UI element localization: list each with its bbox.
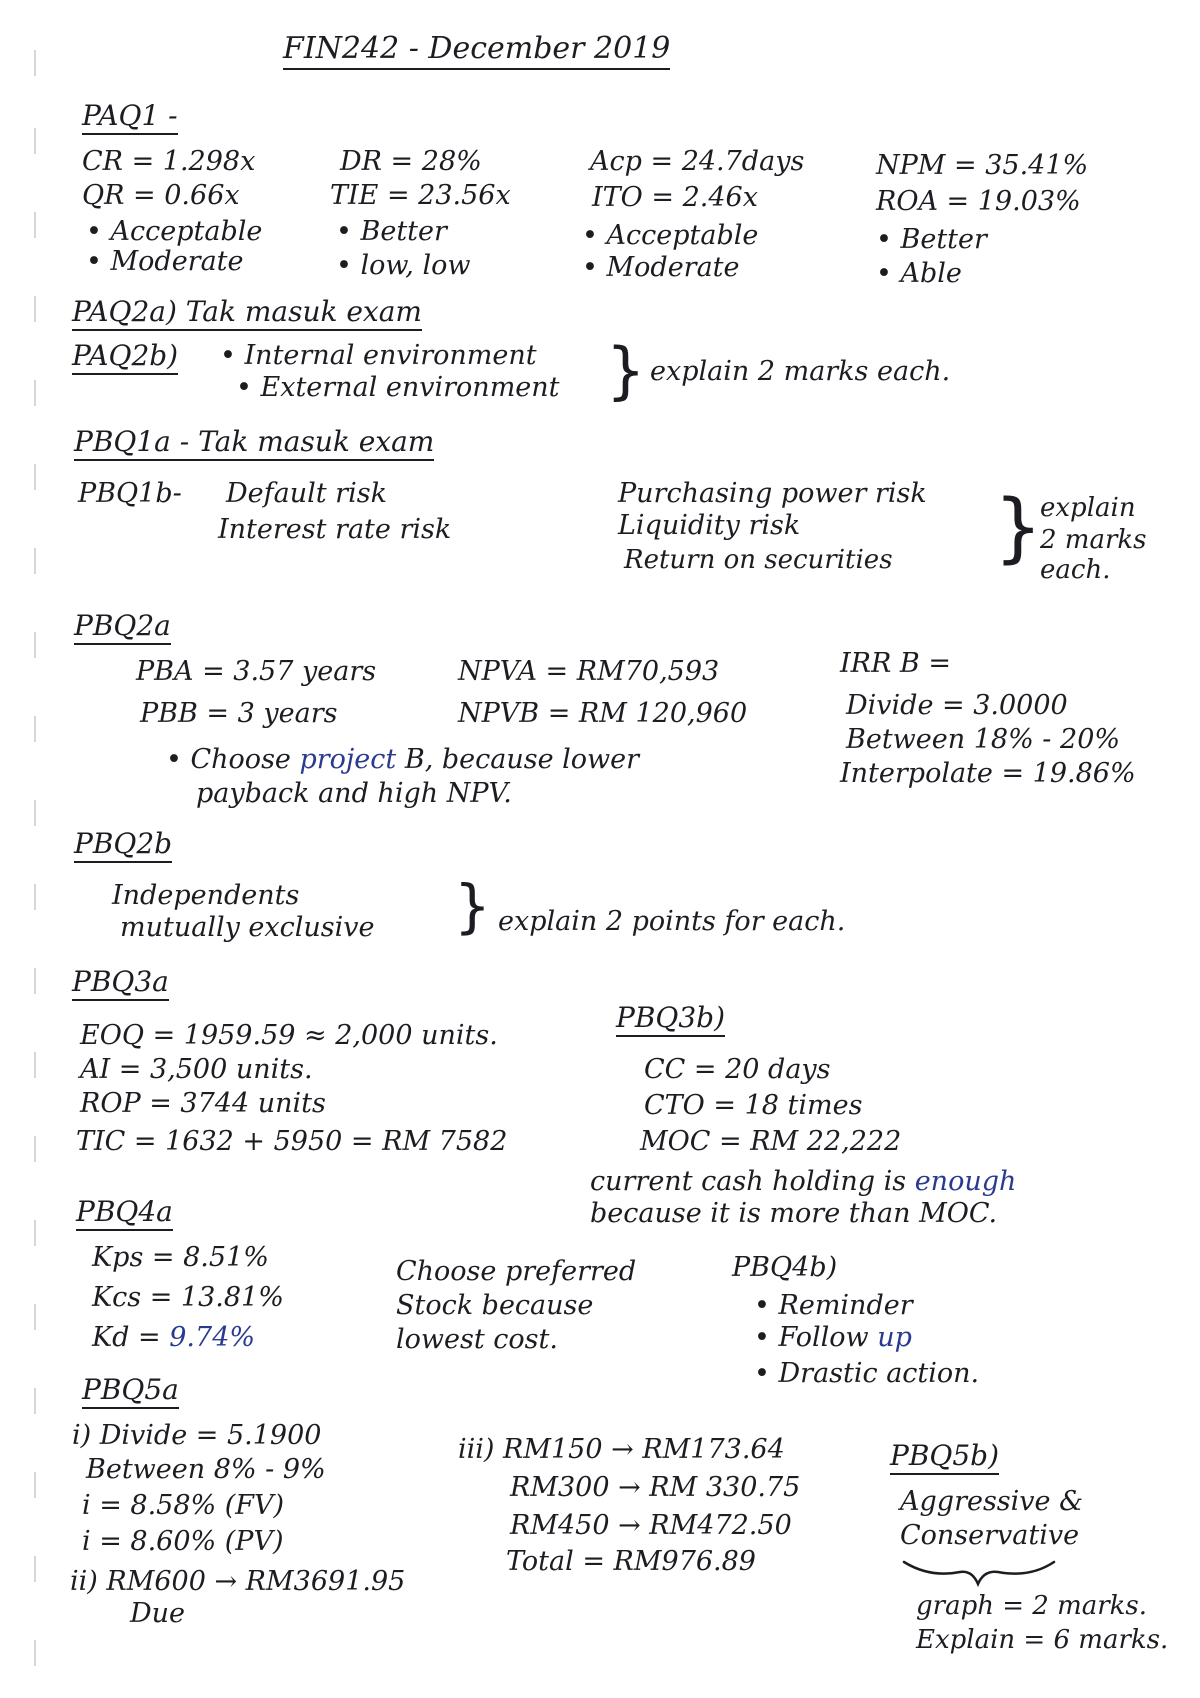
pbq2a-irr: Interpolate = 19.86% — [840, 758, 1136, 789]
pbq2a-pb-b: PBB = 3 years — [140, 698, 338, 729]
paq2a-heading: PAQ2a) Tak masuk exam — [72, 296, 422, 331]
pbq5b-item: Aggressive & — [900, 1486, 1084, 1517]
pbq2a-heading: PBQ2a — [74, 610, 171, 645]
paq2b-heading: PAQ2b) — [72, 340, 178, 375]
pbq4b-item: • Reminder — [754, 1290, 913, 1321]
paq1-dr: DR = 28% — [340, 146, 482, 177]
pbq2a-irr: IRR B = — [840, 648, 951, 679]
pbq4a-heading: PBQ4a — [76, 1196, 173, 1231]
brace-icon: } — [606, 334, 646, 407]
pbq4a-note: Choose preferred — [396, 1256, 637, 1287]
note-text: current cash holding is — [590, 1166, 915, 1197]
paq2b-item: • Internal environment — [220, 340, 537, 371]
pbq3a-line: AI = 3,500 units. — [80, 1054, 313, 1085]
margin-mark — [34, 884, 42, 910]
pbq5a-heading: PBQ5a — [82, 1374, 179, 1409]
pbq2b-item: Independents — [112, 880, 300, 911]
margin-mark — [34, 128, 42, 154]
conclusion-text: • Choose — [166, 744, 300, 775]
margin-mark — [34, 800, 42, 826]
paq1-heading: PAQ1 - — [82, 100, 178, 135]
pbq3a-heading: PBQ3a — [72, 966, 169, 1001]
pbq4b-item: • Drastic action. — [754, 1358, 980, 1389]
pbq3b-note-line2: because it is more than MOC. — [590, 1198, 998, 1229]
margin-mark — [34, 380, 42, 406]
pbq5a-iii: iii) RM150 → RM173.64 — [458, 1434, 785, 1465]
pbq3b-line: MOC = RM 22,222 — [640, 1126, 902, 1157]
kd-label: Kd = — [92, 1322, 170, 1353]
item-text: • Follow — [754, 1322, 869, 1353]
pbq5b-heading: PBQ5b) — [890, 1440, 999, 1475]
margin-mark — [34, 464, 42, 490]
paq1-cr: CR = 1.298x — [82, 146, 256, 177]
margin-mark — [34, 212, 42, 238]
paq2b-item: • External environment — [236, 372, 560, 403]
margin-mark — [34, 1640, 42, 1666]
margin-mark — [34, 1304, 42, 1330]
pbq3b-line: CC = 20 days — [644, 1054, 831, 1085]
paq2b-note: explain 2 marks each. — [650, 356, 951, 387]
pbq4a-note: Stock because — [396, 1290, 594, 1321]
margin-mark — [34, 1220, 42, 1246]
brace-icon: } — [994, 482, 1043, 571]
kd-value: 9.74% — [169, 1322, 256, 1353]
pbq1b-heading: PBQ1b- — [78, 478, 182, 509]
pbq5a-iii: Total = RM976.89 — [506, 1546, 756, 1577]
margin-mark — [34, 1388, 42, 1414]
pbq2b-item: mutually exclusive — [120, 912, 375, 943]
pbq5b-marks: graph = 2 marks. — [916, 1591, 1148, 1621]
pbq5a-iii: RM450 → RM472.50 — [510, 1510, 792, 1541]
pbq2a-irr: Divide = 3.0000 — [846, 690, 1068, 721]
paq1-qr: QR = 0.66x — [82, 180, 240, 211]
paq1-note: • Able — [876, 258, 962, 289]
item-highlight: up — [877, 1322, 912, 1353]
pbq1b-left-item: Interest rate risk — [218, 514, 452, 545]
margin-mark — [34, 632, 42, 658]
paq1-acp: Acp = 24.7days — [590, 146, 805, 177]
margin-mark — [34, 50, 42, 76]
margin-mark — [34, 1052, 42, 1078]
pbq3a-line: EOQ = 1959.59 ≈ 2,000 units. — [80, 1020, 498, 1051]
conclusion-text: B, because lower — [396, 744, 640, 775]
pbq2a-conclusion — [166, 744, 639, 775]
paq1-tie: TIE = 23.56x — [330, 180, 511, 211]
margin-mark — [34, 1136, 42, 1162]
pbq1b-right-item: Liquidity risk — [618, 510, 801, 541]
pbq2a-conclusion-line2: payback and high NPV. — [196, 778, 512, 809]
pbq5a-i: i) Divide = 5.1900 — [72, 1420, 322, 1451]
paq1-note: • Better — [876, 224, 987, 255]
margin-mark — [34, 716, 42, 742]
pbq1b-note: explain — [1040, 493, 1136, 523]
margin-mark — [34, 1472, 42, 1498]
pbq3b-line: CTO = 18 times — [644, 1090, 863, 1121]
paq1-note: • Better — [336, 216, 447, 247]
pbq5b-marks: Explain = 6 marks. — [916, 1625, 1169, 1655]
pbq5a-i: i = 8.58% (FV) — [82, 1490, 285, 1521]
pbq1b-note: each. — [1040, 555, 1111, 585]
page-title: FIN242 - December 2019 — [283, 32, 670, 70]
paq1-note: • Acceptable — [86, 216, 263, 247]
pbq5a-ii: ii) RM600 → RM3691.95 — [70, 1566, 406, 1597]
pbq1b-left-item: Default risk — [226, 478, 387, 509]
paq1-note: • Moderate — [86, 246, 244, 277]
pbq1a-heading: PBQ1a - Tak masuk exam — [74, 426, 434, 461]
paq1-ito: ITO = 2.46x — [592, 182, 758, 213]
pbq3a-line: ROP = 3744 units — [80, 1088, 326, 1119]
pbq5b-item: Conservative — [900, 1520, 1080, 1551]
pbq5a-i: Between 8% - 9% — [86, 1454, 326, 1485]
pbq1b-right-item: Purchasing power risk — [618, 478, 927, 509]
margin-mark — [34, 548, 42, 574]
pbq4a-note: lowest cost. — [396, 1324, 558, 1355]
pbq4b-item — [754, 1322, 912, 1353]
pbq5a-i: i = 8.60% (PV) — [82, 1526, 284, 1557]
pbq4a-kd — [92, 1322, 255, 1353]
pbq5a-ii: Due — [130, 1598, 186, 1629]
margin-mark — [34, 1556, 42, 1582]
paq1-roa: ROA = 19.03% — [876, 186, 1081, 217]
pbq4b-heading: PBQ4b) — [732, 1252, 838, 1283]
paq1-npm: NPM = 35.41% — [876, 150, 1089, 181]
pbq2b-heading: PBQ2b — [74, 828, 172, 863]
pbq5a-iii: RM300 → RM 330.75 — [510, 1472, 801, 1503]
pbq3b-note — [590, 1166, 1016, 1197]
note-highlight: enough — [914, 1166, 1017, 1197]
pbq2a-pb-a: PBA = 3.57 years — [136, 656, 377, 687]
margin-mark — [34, 296, 42, 322]
pbq2a-npv-a: NPVA = RM70,593 — [458, 656, 720, 687]
paq1-note: • Acceptable — [582, 220, 759, 251]
pbq3a-line: TIC = 1632 + 5950 = RM 7582 — [76, 1126, 508, 1157]
pbq1b-right-item: Return on securities — [624, 545, 893, 575]
conclusion-highlight: project — [299, 744, 397, 775]
brace-icon: } — [454, 872, 491, 940]
pbq4a-kcs: Kcs = 13.81% — [92, 1282, 284, 1313]
paq1-note: • Moderate — [582, 252, 740, 283]
pbq4a-kps: Kps = 8.51% — [92, 1242, 269, 1273]
pbq3b-heading: PBQ3b) — [616, 1002, 725, 1037]
pbq2a-irr: Between 18% - 20% — [846, 724, 1121, 755]
pbq1b-note: 2 marks — [1040, 525, 1147, 555]
margin-mark — [34, 968, 42, 994]
pbq2b-note: explain 2 points for each. — [498, 906, 846, 937]
pbq2a-npv-b: NPVB = RM 120,960 — [458, 698, 748, 729]
paq1-note: • low, low — [336, 250, 471, 281]
